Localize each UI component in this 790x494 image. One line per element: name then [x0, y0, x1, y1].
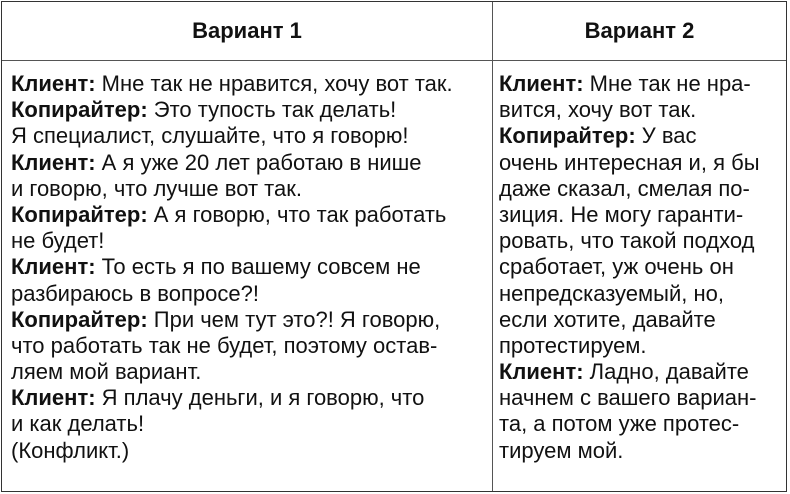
speaker-label: Клиент: — [11, 149, 96, 175]
line-text: Я плачу деньги, и я говорю, что — [95, 385, 425, 411]
dialogue-line — [11, 333, 487, 359]
variant-2-dialogue — [499, 71, 781, 464]
line-text: та, а потом уже протес- — [499, 411, 740, 437]
dialogue-line — [11, 202, 487, 228]
dialogue-line — [11, 97, 487, 123]
dialogue-line — [499, 254, 781, 280]
line-text: начнем с вашего вариан- — [499, 385, 757, 411]
dialogue-line — [499, 202, 781, 228]
line-text: тируем мой. — [499, 437, 624, 463]
line-text: ровать, что такой подход — [499, 228, 755, 254]
speaker-label: Клиент: — [11, 71, 96, 96]
speaker-label: Копирайтер: — [499, 123, 636, 149]
dialogue-line — [11, 150, 487, 176]
dialogue-line — [11, 438, 487, 464]
line-text: Мне так не нра- — [583, 71, 751, 96]
dialogue-line — [11, 228, 487, 254]
dialogue-line — [499, 71, 781, 97]
line-text: Ладно, давайте — [583, 359, 749, 385]
dialogue-line — [499, 307, 781, 333]
variant-1-dialogue — [11, 71, 487, 464]
line-text: При чем тут это?! Я говорю, — [147, 306, 441, 332]
speaker-label: Клиент: — [499, 359, 584, 385]
speaker-label: Клиент: — [11, 385, 96, 411]
dialogue-line — [11, 176, 487, 202]
line-text: не будет! — [11, 228, 105, 254]
line-text: сработает, уж очень он — [499, 254, 734, 280]
dialogue-line — [499, 176, 781, 202]
line-text: зиция. Не могу гаранти- — [499, 201, 744, 227]
dialogue-line — [11, 123, 487, 149]
speaker-label: Клиент: — [11, 254, 96, 280]
dialogue-line — [499, 333, 781, 359]
dialogue-line — [11, 71, 487, 97]
dialogue-line — [499, 281, 781, 307]
column-divider — [492, 2, 493, 491]
dialogue-line — [11, 254, 487, 280]
line-text: Это тупость так делать! — [147, 97, 397, 123]
dialogue-line — [11, 359, 487, 385]
line-text: протестируем. — [499, 332, 647, 358]
dialogue-line — [499, 150, 781, 176]
line-text: разбираюсь в вопросе?! — [11, 280, 259, 306]
line-text: Мне так не нравится, хочу вот так. — [95, 71, 453, 96]
line-text: что работать так не будет, поэтому остав- — [11, 332, 438, 358]
dialogue-line — [11, 385, 487, 411]
dialogue-line — [499, 411, 781, 437]
line-text: А я говорю, что так работать — [147, 201, 447, 227]
header-variant-2: Вариант 2 — [584, 18, 695, 43]
line-text: (Конфликт.) — [11, 437, 130, 463]
dialogue-line — [499, 97, 781, 123]
line-text: Я специалист, слушайте, что я говорю! — [11, 123, 409, 149]
line-text: ляем мой вариант. — [11, 359, 202, 385]
line-text: очень интересная и, я бы — [499, 149, 760, 175]
line-text: и как делать! — [11, 411, 145, 437]
dialogue-line — [499, 123, 781, 149]
line-text: То есть я по вашему совсем не — [95, 254, 421, 280]
line-text: даже сказал, смелая по- — [499, 175, 750, 201]
header-variant-1: Вариант 1 — [192, 18, 302, 43]
speaker-label: Копирайтер: — [11, 201, 148, 227]
dialogue-line — [11, 411, 487, 437]
line-text: если хотите, давайте — [499, 306, 716, 332]
line-text: А я уже 20 лет работаю в нише — [95, 149, 422, 175]
dialogue-line — [499, 438, 781, 464]
line-text: и говорю, что лучше вот так. — [11, 175, 302, 201]
dialogue-line — [499, 228, 781, 254]
line-text: У вас — [635, 123, 697, 149]
dialogue-line — [11, 307, 487, 333]
dialogue-line — [499, 385, 781, 411]
speaker-label: Клиент: — [499, 71, 584, 96]
speaker-label: Копирайтер: — [11, 306, 148, 332]
header-divider — [2, 60, 786, 61]
dialogue-line — [499, 359, 781, 385]
speaker-label: Копирайтер: — [11, 97, 148, 123]
dialogue-line — [11, 281, 487, 307]
line-text: непредсказуемый, но, — [499, 280, 724, 306]
line-text: вится, хочу вот так. — [499, 97, 697, 123]
